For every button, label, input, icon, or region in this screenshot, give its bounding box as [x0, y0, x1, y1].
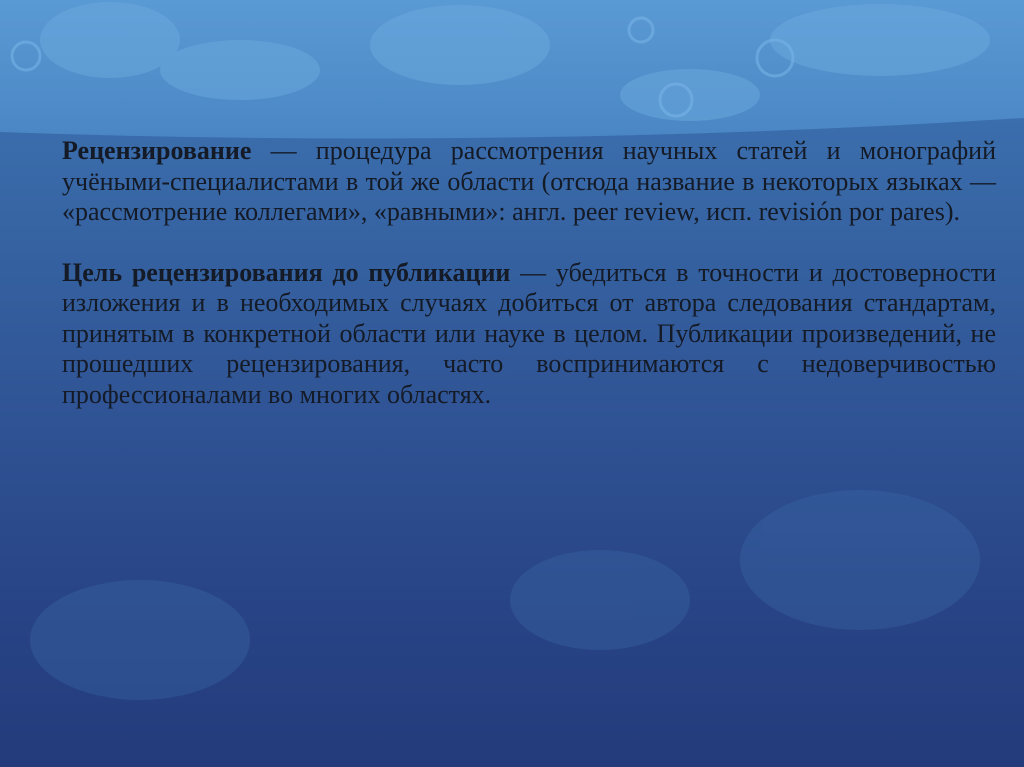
definition-term: Рецензирование: [62, 136, 252, 165]
definition-paragraph: [62, 136, 996, 228]
purpose-term: Цель рецензирования до публикации: [62, 257, 511, 287]
purpose-text: — убедиться в точности и достоверности изложения и в необходимых случаях добиться от автора следования стандартам, принятым в конкретной области или науке в целом. Публикации произведений, не прошедших рецензирования, часто воспринимаются с недоверчивостью профессионалами во многих областях.: [62, 257, 996, 409]
definition-text: — процедура рассмотрения научных статей и монографий учёными-специалистами в той же области (отсюда название в некоторых языках — «рассмотрение коллегами», «равными»: англ. peer review, исп. revisión por pares).: [62, 136, 996, 226]
slide-text-body: [62, 136, 996, 410]
purpose-paragraph: [62, 258, 996, 411]
lower-decoration: [30, 490, 980, 700]
